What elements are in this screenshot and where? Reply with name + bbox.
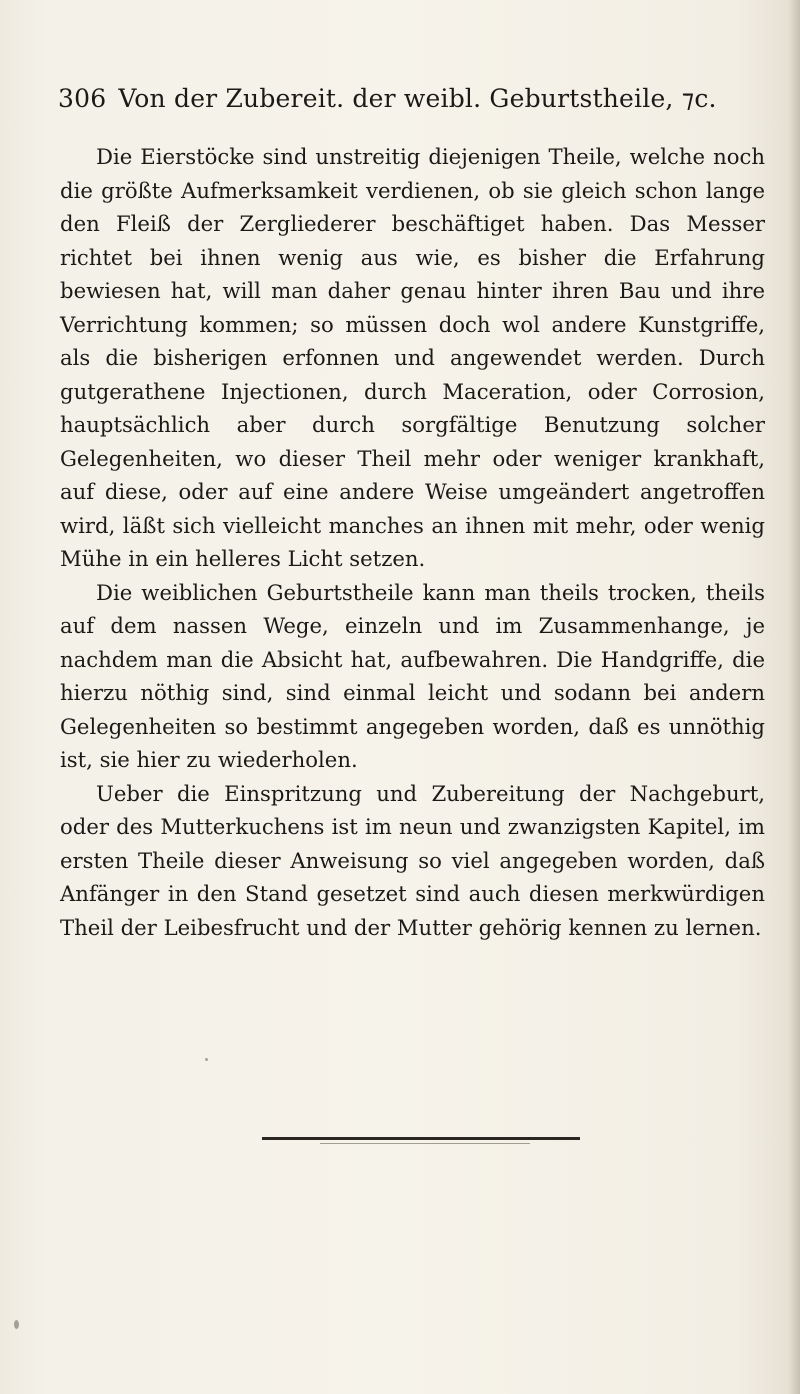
section-end-rule — [262, 1137, 580, 1140]
paragraph-preservation: Die weiblichen Geburtstheile kann man theils trocken, theils auf dem nassen Wege, einzeln und im Zusammenhange, je nachdem man die Absicht hat, aufbewahren. Die Handgriffe, die hierzu nöthig sind, sind einmal leicht und sodann bei andern Gelegenheiten so bestimmt angegeben worden, daß es unnöthig ist, sie hier zu wiederholen. — [60, 579, 765, 772]
paper-speck — [14, 1320, 19, 1329]
paper-speck — [205, 1058, 208, 1061]
page-edge-shadow — [788, 0, 800, 1394]
running-header — [58, 84, 758, 113]
body-text — [60, 140, 765, 944]
paragraph-afterbirth: Ueber die Einspritzung und Zubereitung der Nachgeburt, oder des Mutterkuchens ist im neun und zwanzigsten Kapitel, im ersten Theile dieser Anweisung so viel angegeben worden, daß Anfänger in den Stand gesetzet sind auch diesen merkwürdigen Theil der Leibesfrucht und der Mutter gehörig kennen zu lernen. — [60, 780, 765, 940]
page-number: 306 — [58, 84, 107, 113]
paragraph-ovaries: Die Eierstöcke sind unstreitig diejenigen Theile, welche noch die größte Aufmerksamkeit verdienen, ob sie gleich schon lange den Fleiß der Zergliederer beschäftiget haben. Das Messer richtet bei ihnen wenig aus wie, es bisher die Erfahrung bewiesen hat, will man daher genau hinter ihren Bau und ihre Verrichtung kommen; so müssen doch wol andere Kunstgriffe, als die bisherigen erfonnen und angewendet werden. Durch gutgerathene Injectionen, durch Maceration, oder Corrosion, hauptsächlich aber durch sorgfältige Benutzung solcher Gelegenheiten, wo dieser Theil mehr oder weniger krankhaft, auf diese, oder auf eine andere Weise umgeändert angetroffen wird, läßt sich vielleicht manches an ihnen mit mehr, oder wenig Mühe in ein helleres Licht setzen. — [60, 144, 765, 571]
section-end-rule-shadow — [320, 1143, 530, 1144]
running-title: Von der Zubereit. der weibl. Geburtstheile, ⁊c. — [118, 84, 717, 113]
